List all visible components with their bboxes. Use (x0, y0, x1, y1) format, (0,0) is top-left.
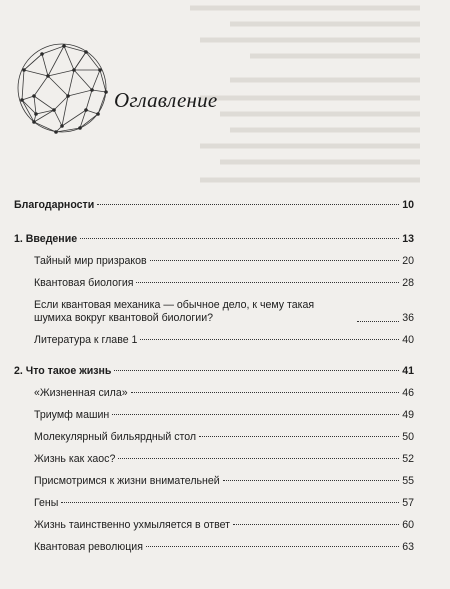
toc-entry-title: Триумф машин (34, 409, 110, 421)
page-title: Оглавление (114, 88, 218, 112)
toc-entry-title: Гены (34, 497, 59, 509)
wireframe-sphere-icon (14, 40, 110, 136)
toc-entry-title: Если квантовая механика — обычное дело, к чему такая шумиха вокруг квантовой биологии? (34, 299, 315, 324)
dot-leader (118, 458, 399, 459)
toc-entry[interactable] (14, 453, 414, 466)
toc-entry-page: 55 (402, 475, 414, 487)
toc-entry[interactable] (14, 431, 414, 444)
toc-entry-title: Литература к главе 1 (34, 334, 138, 346)
toc-entry-title: «Жизненная сила» (34, 387, 128, 399)
toc-entry-title: Жизнь как хаос? (34, 453, 116, 465)
toc-entry-page: 50 (402, 431, 414, 443)
toc-entry[interactable] (14, 334, 414, 347)
toc-entry-chapter-1[interactable] (14, 233, 414, 246)
table-of-contents (14, 199, 414, 554)
toc-entry-title: Присмотримся к жизни внимательней (34, 475, 220, 487)
toc-entry[interactable] (14, 409, 414, 422)
dot-leader (136, 282, 399, 283)
dot-leader (80, 238, 399, 239)
toc-entry[interactable] (14, 299, 414, 325)
toc-entry[interactable] (14, 387, 414, 400)
toc-entry[interactable] (14, 497, 414, 510)
toc-entry[interactable] (14, 255, 414, 268)
dot-leader (199, 436, 399, 437)
toc-entry-title: Квантовая революция (34, 541, 143, 553)
toc-entry-page: 60 (402, 519, 414, 531)
toc-entry-page: 28 (402, 277, 414, 289)
dot-leader (61, 502, 399, 503)
toc-entry-page: 52 (402, 453, 414, 465)
toc-entry-title: Квантовая биология (34, 277, 134, 289)
toc-entry-page: 40 (402, 334, 414, 346)
toc-entry-title: Жизнь таинственно ухмыляется в ответ (34, 519, 230, 531)
toc-entry-page: 13 (402, 233, 414, 245)
toc-entry[interactable] (14, 541, 414, 554)
toc-entry[interactable] (14, 519, 414, 532)
dot-leader (233, 524, 399, 525)
toc-entry[interactable] (14, 277, 414, 290)
toc-entry-title: Молекулярный бильярдный стол (34, 431, 197, 443)
dot-leader (112, 414, 399, 415)
toc-entry-page: 20 (402, 255, 414, 267)
dot-leader (97, 204, 399, 205)
dot-leader (223, 480, 399, 481)
dot-leader (131, 392, 400, 393)
dot-leader (146, 546, 399, 547)
toc-entry-title: Благодарности (14, 199, 95, 211)
toc-entry-acknowledgements[interactable] (14, 199, 414, 212)
chapter-header (14, 40, 434, 170)
toc-entry-page: 36 (402, 312, 414, 324)
toc-entry-page: 57 (402, 497, 414, 509)
dot-leader (140, 339, 399, 340)
toc-entry-page: 46 (402, 387, 414, 399)
dot-leader (114, 370, 399, 371)
toc-entry-title: Тайный мир призраков (34, 255, 147, 267)
toc-entry-chapter-2[interactable] (14, 365, 414, 378)
toc-entry-page: 10 (402, 199, 414, 211)
toc-entry-page: 63 (402, 541, 414, 553)
toc-entry-title: 2. Что такое жизнь (14, 365, 112, 377)
toc-entry-page: 49 (402, 409, 414, 421)
toc-entry-title: 1. Введение (14, 233, 78, 245)
dot-leader (150, 260, 400, 261)
toc-entry-page: 41 (402, 365, 414, 377)
toc-entry[interactable] (14, 475, 414, 488)
dot-leader (357, 321, 399, 322)
